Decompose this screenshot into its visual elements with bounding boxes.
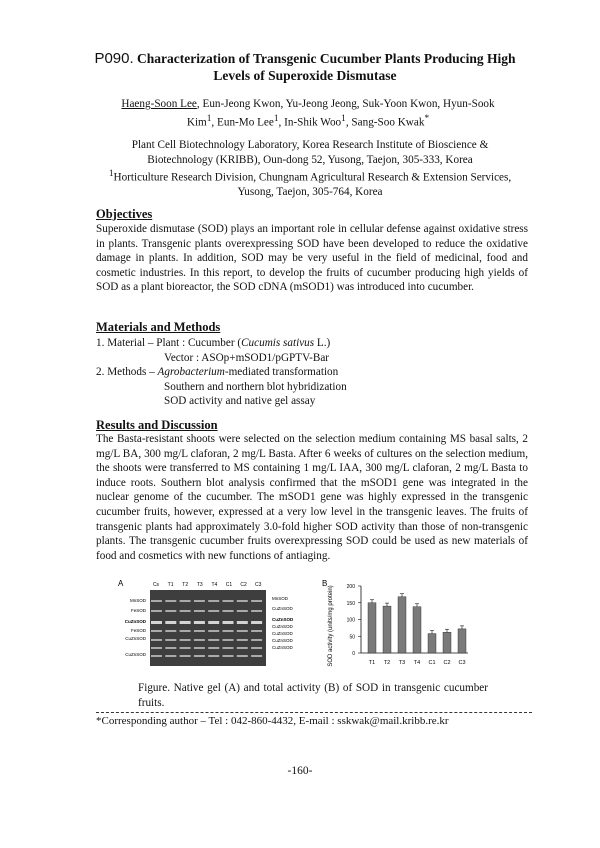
affiliation-line-3: Horticulture Research Division, Chungnam Agricultural Research & Extension Services,: [113, 171, 512, 184]
gel-band: [223, 639, 234, 641]
gel-band: [237, 610, 248, 612]
x-axis-ticks: [369, 660, 466, 666]
x-tick-label: C2: [443, 660, 451, 666]
footnote: *Corresponding author – Tel : 042-860-4432, E-mail : sskwak@mail.kribb.re.kr: [96, 715, 449, 727]
x-tick-label: C3: [458, 660, 466, 666]
methods-text: 2. Methods –: [96, 366, 158, 379]
gel-left-label: FeSOD: [130, 608, 146, 613]
x-tick-label: T4: [413, 660, 421, 666]
gel-left-labels: [125, 598, 147, 657]
gel-lane-label: T4: [211, 582, 218, 588]
bar: [383, 606, 391, 653]
affiliation-line-1: Plant Cell Biotechnology Laboratory, Korea Research Institute of Bioscience &: [131, 139, 489, 151]
bar: [413, 607, 421, 653]
author-line-1: , Eun-Jeong Kwon, Yu-Jeong Jeong, Suk-Yoon Kwon, Hyun-Sook: [196, 98, 495, 110]
gel-band: [194, 647, 205, 649]
gel-band: [180, 630, 191, 632]
gel-band: [251, 630, 262, 632]
y-tick-label: 0: [352, 651, 355, 657]
author-sup: 1: [273, 114, 279, 124]
gel-band: [251, 610, 262, 612]
gel-lane-label: T3: [196, 582, 203, 588]
methods-text: L.): [314, 337, 331, 349]
gel-lane-labels: [153, 582, 262, 588]
x-tick-label: T2: [383, 660, 391, 666]
methods-text: 1. Material – Plant : Cucumber (: [96, 337, 242, 349]
methods-item-methods: [96, 365, 528, 380]
gel-left-label: FeSOD: [130, 628, 146, 633]
gel-left-label: CuZnSOD: [125, 652, 146, 657]
gel-band: [208, 639, 219, 641]
y-tick-label: 200: [346, 584, 355, 590]
page-number: -160-: [287, 765, 313, 777]
panel-b-label: B: [322, 579, 328, 588]
objectives-heading: Objectives: [96, 207, 153, 221]
abstract-code: P090.: [94, 50, 134, 67]
author-woo: , In-Shik Woo: [278, 116, 342, 129]
gel-band: [151, 600, 162, 602]
gel-lane-label: C2: [240, 582, 247, 588]
paper-title: [70, 50, 540, 84]
methods-item-material: [96, 336, 528, 351]
title-line-1: Characterization of Transgenic Cucumber Plants Producing High: [137, 51, 516, 66]
affiliations: [96, 138, 524, 200]
gel-band: [165, 655, 176, 657]
affiliation-line-2: Biotechnology (KRIBB), Oun-dong 52, Yusong, Taejon, 305-333, Korea: [147, 153, 473, 166]
gel-lane-label: T2: [182, 582, 189, 588]
gel-right-label: CuZnSOD: [272, 645, 293, 650]
y-tick-label: 100: [346, 617, 355, 624]
bar: [428, 634, 436, 653]
gel-band: [151, 630, 162, 632]
gel-band: [223, 600, 234, 602]
gel-band: [251, 639, 262, 641]
gel-band: [180, 639, 191, 641]
gel-band: [194, 630, 205, 632]
corresponding-mark: *: [424, 114, 430, 124]
gel-right-label: CuZnSOD: [272, 617, 294, 622]
gel-band: [194, 600, 205, 602]
gel-band: [180, 621, 191, 624]
figure: [96, 576, 536, 686]
gel-band: [194, 639, 205, 641]
affiliation-sup: 1: [108, 169, 114, 179]
objectives-text: Superoxide dismutase (SOD) plays an important role in cellular defense against oxidative stress in plants. Transgenic plants overexpressing SOD have been developed to reduce the oxidative damage in plants. In addition, SOD may be very useful in the field of medicinal, food and cosmetic industries. In this report, to develop the fruits of cucumber producing high yields of SOD as a plant bioreactor, the SOD cDNA (mSOD1) was introduced into cucumber.: [96, 223, 528, 294]
methods-list: [96, 336, 528, 409]
gel-band: [223, 647, 234, 649]
gel-band: [237, 639, 248, 641]
gel-band: [180, 655, 191, 657]
results-text: The Basta-resistant shoots were selected on the selection medium containing MS basal salts, 2 mg/L BA, 300 mg/L claforan, 2 mg/L Basta. After 6 weeks of cultures on the selection medium, the shoots were transferred to MS containing 1 mg/L IAA, 300 mg/L claforan, 2 mg/L Basta to induce roots. Southern blot analysis confirmed that the mSOD1 gene was integrated in the nuclear genome of the cucumber. The mSOD1 gene was highly expressed in the transgenic cucumber fruits, however, expressed at a very low level in the transgenic leaves. The fruits of transgenic plants had approximately 3.0-fold higher SOD activity than those of non-transgenic plants. The transgenic cucumber fruits overexpressing SOD could be used as new materials of food and cosmetics with new functions of antiaging.: [96, 433, 528, 562]
gel-band: [194, 655, 205, 657]
gel-band: [194, 610, 205, 612]
gel-band: [237, 621, 248, 624]
gel-right-label: CuZnSOD: [272, 606, 293, 611]
x-tick-label: T1: [368, 660, 376, 666]
gel-right-label: CuZnSOD: [272, 638, 293, 643]
y-tick-label: 50: [349, 634, 355, 641]
gel-left-label: CuZnSOD: [124, 619, 146, 624]
y-axis-label: SOD activity (units/mg protein): [328, 585, 334, 667]
gel-left-label: CuZnSOD: [125, 636, 146, 641]
methods-item-blot: Southern and northern blot hybridization: [164, 380, 347, 393]
gel-band: [251, 655, 262, 657]
gel-band: [208, 600, 219, 602]
gel-band: [151, 621, 162, 624]
gel-band: [180, 610, 191, 612]
gel-band: [223, 655, 234, 657]
gel-band: [165, 639, 176, 641]
gel-band: [165, 621, 176, 624]
activity-bars: [368, 594, 466, 653]
gel-right-label: CuZnSOD: [272, 624, 293, 629]
gel-left-label: MnSOD: [129, 598, 146, 603]
gel-band: [180, 600, 191, 602]
gel-band: [223, 610, 234, 612]
gel-band: [165, 647, 176, 649]
gel-band: [208, 621, 219, 624]
gel-band: [251, 621, 262, 624]
methods-heading: Materials and Methods: [96, 320, 221, 334]
bar: [458, 629, 466, 653]
gel-band: [151, 639, 162, 641]
bar: [398, 597, 406, 653]
methods-item-assay: SOD activity and native gel assay: [164, 395, 316, 408]
gel-band: [151, 610, 162, 612]
author-sup: 1: [206, 114, 212, 124]
author-kwak: , Sang-Soo Kwak: [345, 116, 425, 129]
author-kim: Kim: [186, 116, 207, 129]
gel-lane-label: C1: [225, 582, 233, 588]
gel-band: [194, 621, 205, 624]
gel-band: [237, 600, 248, 602]
gel-band: [223, 621, 234, 624]
x-tick-label: T3: [398, 660, 406, 666]
bar: [443, 632, 451, 653]
methods-item-vector: Vector : ASOp+mSOD1/pGPTV-Bar: [164, 351, 330, 364]
gel-right-labels: [272, 596, 294, 650]
gel-band: [165, 600, 176, 602]
gel-right-label: MnSOD: [272, 596, 289, 601]
gel-band: [151, 647, 162, 649]
y-axis-ticks: [347, 584, 361, 657]
gel-band: [208, 610, 219, 612]
gel-band: [208, 655, 219, 657]
title-line-2: Levels of Superoxide Dismutase: [213, 68, 397, 83]
affiliation-line-4: Yusong, Taejon, 305-764, Korea: [237, 186, 383, 199]
author-sup: 1: [341, 114, 346, 124]
footnote-divider: [96, 712, 532, 713]
gel-band: [251, 647, 262, 649]
gel-band: [223, 630, 234, 632]
figure-caption: Figure. Native gel (A) and total activity (B) of SOD in transgenic cucumber fruits.: [138, 682, 488, 709]
gel-band: [237, 630, 248, 632]
gel-band: [251, 600, 262, 602]
gel-lane-label: Cs: [152, 582, 160, 588]
gel-band: [180, 647, 191, 649]
species-name: Cucumis sativus: [241, 337, 315, 349]
presenting-author: Haeng-Soon Lee: [121, 98, 197, 110]
gel-lane-label: T1: [167, 582, 174, 588]
gel-lane-label: C3: [254, 582, 262, 588]
gel-band: [237, 655, 248, 657]
genus-name: Agrobacterium: [157, 366, 225, 379]
gel-band: [208, 647, 219, 649]
bar: [368, 603, 376, 653]
methods-text: -mediated transformation: [224, 366, 339, 379]
gel-band: [208, 630, 219, 632]
gel-right-label: CuZnSOD: [272, 631, 293, 636]
gel-band: [165, 610, 176, 612]
y-tick-label: 150: [346, 600, 355, 607]
gel-band: [151, 655, 162, 657]
gel-band: [237, 647, 248, 649]
panel-a-label: A: [118, 579, 124, 588]
gel-band: [165, 630, 176, 632]
results-heading: Results and Discussion: [96, 418, 218, 432]
x-tick-label: C1: [428, 660, 436, 666]
author-list: [98, 97, 518, 131]
author-lee: , Eun-Mo Lee: [211, 116, 274, 129]
